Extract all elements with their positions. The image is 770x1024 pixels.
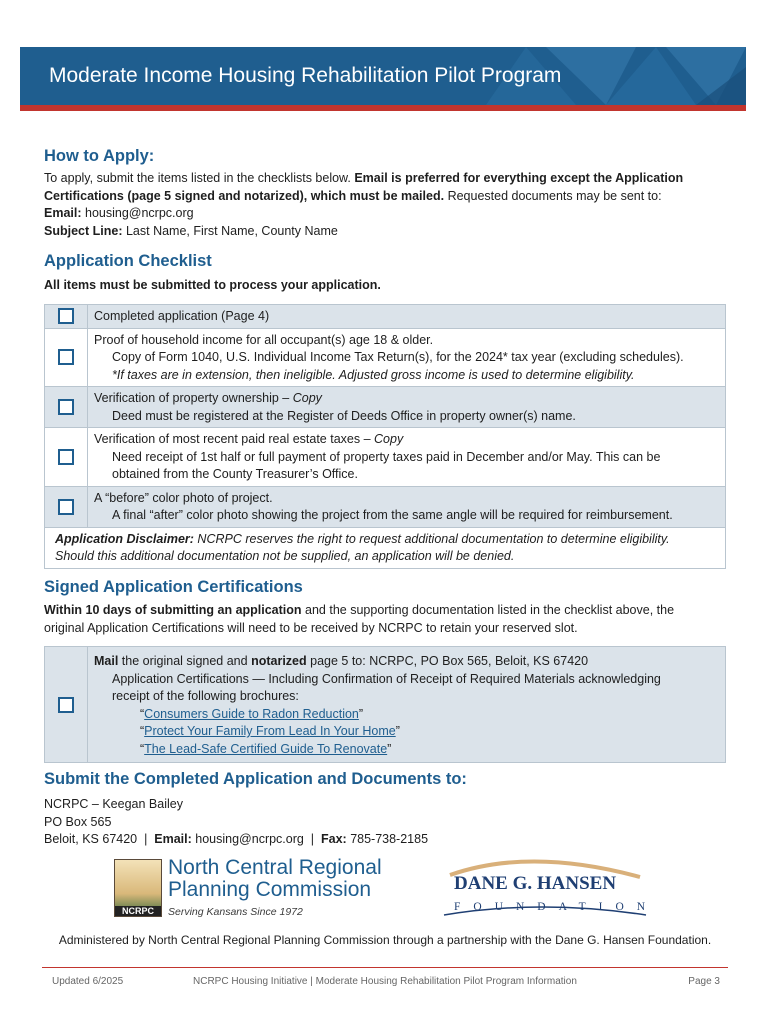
how-to-apply-heading: How to Apply: — [44, 147, 155, 165]
page-title: Moderate Income Housing Rehabilitation Pilot Program — [49, 64, 562, 87]
banner-red-stripe — [20, 105, 746, 111]
checklist-row: Completed application (Page 4) — [45, 305, 725, 329]
header-banner — [20, 47, 746, 111]
application-disclaimer: Application Disclaimer: NCRPC reserves the right to request additional documentation to determine eligibility. Should this additional documentation not be supplied, an application will be denied. — [55, 531, 670, 563]
checkbox[interactable] — [58, 697, 74, 713]
dane-g-hansen-logo: DANE G. HANSEN FOUNDATION — [440, 853, 650, 923]
signed-certifications-heading: Signed Application Certifications — [44, 578, 303, 596]
checklist-row: Verification of most recent paid real estate taxes – Copy Need receipt of 1st half or full payment of property taxes paid in December and/or May. This can be obtained from the County Treasurer’s Office. — [45, 428, 725, 487]
brochure-link-lead[interactable]: Protect Your Family From Lead In Your Home — [144, 724, 396, 738]
brochure-link-radon[interactable]: Consumers Guide to Radon Reduction — [144, 706, 359, 721]
application-checklist-heading: Application Checklist — [44, 252, 212, 270]
checkbox[interactable] — [58, 399, 74, 415]
brochure-link-renovate[interactable]: The Lead-Safe Certified Guide To Renovate — [144, 741, 388, 756]
checklist-row: Verification of property ownership – Copy Deed must be registered at the Register of Deeds Office in property owner(s) name. — [45, 387, 725, 428]
ncrpc-emblem: NCRPC — [114, 859, 162, 917]
application-checklist-table — [44, 304, 726, 569]
checklist-row: Proof of household income for all occupant(s) age 18 & older. Copy of Form 1040, U.S. Individual Income Tax Return(s), for the 2024* tax year (excluding schedules). *If taxes are in extension, then ineligible. Adjusted gross income is used to determine eligibility. — [45, 329, 725, 388]
certifications-lead: Within 10 days of submitting an application and the supporting documentation listed in the checklist above, the original Application Certifications will need to be received by NCRPC to retain your reserved slot. — [44, 603, 675, 635]
footer-divider — [42, 967, 728, 968]
checklist-row: A “before” color photo of project. A final “after” color photo showing the project from the same angle will be required for reimbursement. — [45, 487, 725, 528]
submit-heading: Submit the Completed Application and Documents to: — [44, 770, 467, 788]
checkbox[interactable] — [58, 449, 74, 465]
checklist-note: All items must be submitted to process your application. — [44, 278, 381, 292]
footer-center: NCRPC Housing Initiative | Moderate Housing Rehabilitation Pilot Program Information — [193, 976, 577, 987]
how-to-apply-text: To apply, submit the items listed in the checklists below. Email is preferred for everything except the Application Certifications (page 5 signed and notarized), which must be mailed. Requested documents may be sent to: Email: housing@ncrpc.org Subject Line: Last Name, First Name, County Name — [44, 171, 684, 238]
certifications-box: Mail the original signed and notarized page 5 to: NCRPC, PO Box 565, Beloit, KS 67420 Application Certifications — Including Confirmation of Receipt of Required Materials acknowledging receipt of the following brochures: “Consumers Guide to Radon Reduction” “Protect Your Family From Lead In Your Home” “The Lead-Safe Certified Guide To Renovate” — [44, 646, 726, 763]
email-address: housing@ncrpc.org — [85, 206, 194, 220]
administered-by: Administered by North Central Regional Planning Commission through a partnership with the Dane G. Hansen Foundation. — [58, 933, 712, 947]
submit-address: NCRPC – Keegan Bailey PO Box 565 Beloit, KS 67420 | Email: housing@ncrpc.org | Fax: 785-738-2185 — [44, 797, 429, 846]
checkbox[interactable] — [58, 499, 74, 515]
footer-updated: Updated 6/2025 — [52, 976, 124, 987]
footer-page-number: Page 3 — [688, 976, 720, 987]
ncrpc-logo: NCRPC North Central Regional Planning Commission Serving Kansans Since 1972 — [114, 857, 404, 919]
checkbox[interactable] — [58, 308, 74, 324]
checkbox[interactable] — [58, 349, 74, 365]
